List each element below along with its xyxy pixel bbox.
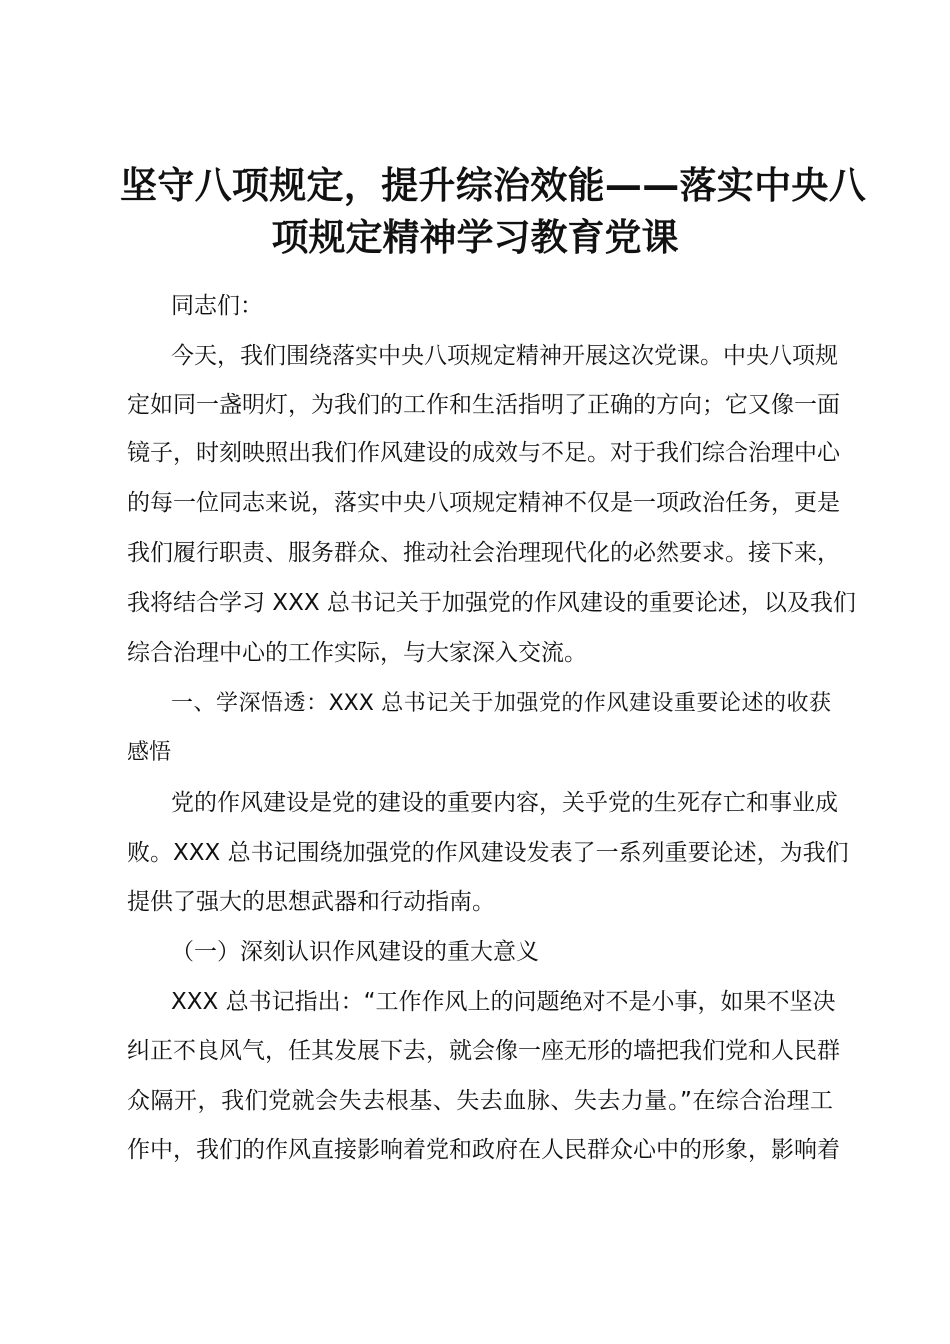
paragraph-3-line-4: 作中，我们的作风直接影响着党和政府在人民群众心中的形象，影响着 [127, 1137, 840, 1163]
subsection-heading-1: （一）深刻认识作风建设的重大意义 [171, 939, 539, 965]
paragraph-3-line-2: 纠正不良风气，任其发展下去，就会像一座无形的墙把我们党和人民群 [127, 1038, 840, 1064]
paragraph-3-line-3: 众隔开，我们党就会失去根基、失去血脉、失去力量。”在综合治理工 [127, 1088, 833, 1114]
paragraph-1-line-5: 我们履行职责、服务群众、推动社会治理现代化的必然要求。接下来， [127, 540, 840, 566]
paragraph-2-line-1: 党的作风建设是党的建设的重要内容，关乎党的生死存亡和事业成 [171, 790, 838, 816]
paragraph-1-line-3: 镜子，时刻映照出我们作风建设的成效与不足。对于我们综合治理中心 [127, 440, 840, 466]
paragraph-1-line-1: 今天，我们围绕落实中央八项规定精神开展这次党课。中央八项规 [171, 343, 838, 369]
paragraph-2-line-2: 败。XXX 总书记围绕加强党的作风建设发表了一系列重要论述，为我们 [127, 840, 849, 866]
paragraph-1-line-4: 的每一位同志来说，落实中央八项规定精神不仅是一项政治任务，更是 [127, 490, 840, 516]
paragraph-2-line-3: 提供了强大的思想武器和行动指南。 [127, 889, 495, 915]
paragraph-1-line-6: 我将结合学习 XXX 总书记关于加强党的作风建设的重要论述，以及我们 [127, 590, 856, 616]
section-heading-1-line-2: 感悟 [127, 740, 172, 765]
document-title-line-2: 项规定精神学习教育党课 [271, 216, 679, 259]
document-title-line-1: 坚守八项规定，提升综治效能——落实中央八 [120, 164, 866, 207]
paragraph-1-line-7: 综合治理中心的工作实际，与大家深入交流。 [127, 640, 587, 666]
section-heading-1-line-1: 一、学深悟透：XXX 总书记关于加强党的作风建设重要论述的收获 [171, 691, 831, 716]
paragraph-3-line-1: XXX 总书记指出：“工作作风上的问题绝对不是小事，如果不坚决 [171, 989, 836, 1015]
paragraph-1-line-2: 定如同一盏明灯，为我们的工作和生活指明了正确的方向；它又像一面 [127, 392, 840, 418]
salutation: 同志们： [171, 293, 263, 319]
